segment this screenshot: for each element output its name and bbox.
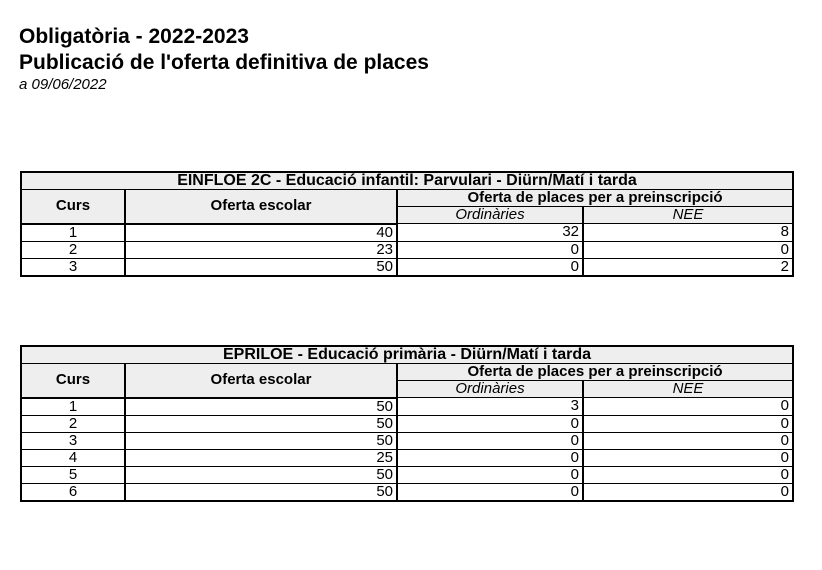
table-header-row [21, 364, 793, 381]
cell-oferta-escolar: 40 [125, 224, 397, 242]
column-header-oferta-places: Oferta de places per a preinscripció [397, 190, 793, 207]
table-row [21, 224, 793, 242]
offer-table-infantil [20, 171, 794, 277]
cell-oferta-escolar: 25 [125, 449, 397, 466]
cell-ordinaries: 0 [397, 432, 583, 449]
table-header-row [21, 190, 793, 207]
page-subtitle: Publicació de l'oferta definitiva de places [19, 51, 429, 74]
cell-oferta-escolar: 50 [125, 415, 397, 432]
cell-nee: 0 [583, 432, 793, 449]
column-header-curs: Curs [21, 190, 125, 224]
table-title: EPRILOE - Educació primària - Diürn/Matí i tarda [21, 346, 793, 364]
cell-curs: 3 [21, 432, 125, 449]
cell-oferta-escolar: 23 [125, 241, 397, 258]
page-title: Obligatòria - 2022-2023 [19, 25, 249, 48]
cell-curs: 6 [21, 483, 125, 501]
table-title-row [21, 172, 793, 190]
table-row [21, 432, 793, 449]
cell-ordinaries: 0 [397, 258, 583, 276]
cell-curs: 1 [21, 224, 125, 242]
table-row [21, 258, 793, 276]
cell-nee: 0 [583, 415, 793, 432]
cell-nee: 0 [583, 398, 793, 416]
cell-ordinaries: 0 [397, 415, 583, 432]
cell-oferta-escolar: 50 [125, 398, 397, 416]
cell-nee: 0 [583, 449, 793, 466]
cell-curs: 1 [21, 398, 125, 416]
table-row [21, 241, 793, 258]
cell-ordinaries: 0 [397, 241, 583, 258]
cell-nee: 0 [583, 466, 793, 483]
page-header [19, 24, 429, 94]
table-row [21, 415, 793, 432]
cell-ordinaries: 0 [397, 483, 583, 501]
offer-table-primaria [20, 345, 794, 502]
column-header-oferta-escolar: Oferta escolar [125, 190, 397, 224]
column-header-ordinaries: Ordinàries [397, 207, 583, 224]
cell-oferta-escolar: 50 [125, 466, 397, 483]
cell-nee: 0 [583, 241, 793, 258]
cell-oferta-escolar: 50 [125, 483, 397, 501]
cell-curs: 4 [21, 449, 125, 466]
cell-nee: 2 [583, 258, 793, 276]
column-header-oferta-places: Oferta de places per a preinscripció [397, 364, 793, 381]
column-header-oferta-escolar: Oferta escolar [125, 364, 397, 398]
cell-nee: 8 [583, 224, 793, 242]
cell-oferta-escolar: 50 [125, 432, 397, 449]
table-title: EINFLOE 2C - Educació infantil: Parvulari - Diürn/Matí i tarda [21, 172, 793, 190]
publication-date: a 09/06/2022 [19, 76, 107, 93]
cell-nee: 0 [583, 483, 793, 501]
table-title-row [21, 346, 793, 364]
cell-oferta-escolar: 50 [125, 258, 397, 276]
cell-ordinaries: 32 [397, 224, 583, 242]
cell-ordinaries: 3 [397, 398, 583, 416]
cell-ordinaries: 0 [397, 449, 583, 466]
column-header-nee: NEE [583, 381, 793, 398]
cell-curs: 3 [21, 258, 125, 276]
table-row [21, 466, 793, 483]
table-row [21, 398, 793, 416]
column-header-nee: NEE [583, 207, 793, 224]
cell-curs: 2 [21, 241, 125, 258]
cell-curs: 5 [21, 466, 125, 483]
column-header-curs: Curs [21, 364, 125, 398]
column-header-ordinaries: Ordinàries [397, 381, 583, 398]
table-row [21, 449, 793, 466]
cell-curs: 2 [21, 415, 125, 432]
table-row [21, 483, 793, 501]
cell-ordinaries: 0 [397, 466, 583, 483]
